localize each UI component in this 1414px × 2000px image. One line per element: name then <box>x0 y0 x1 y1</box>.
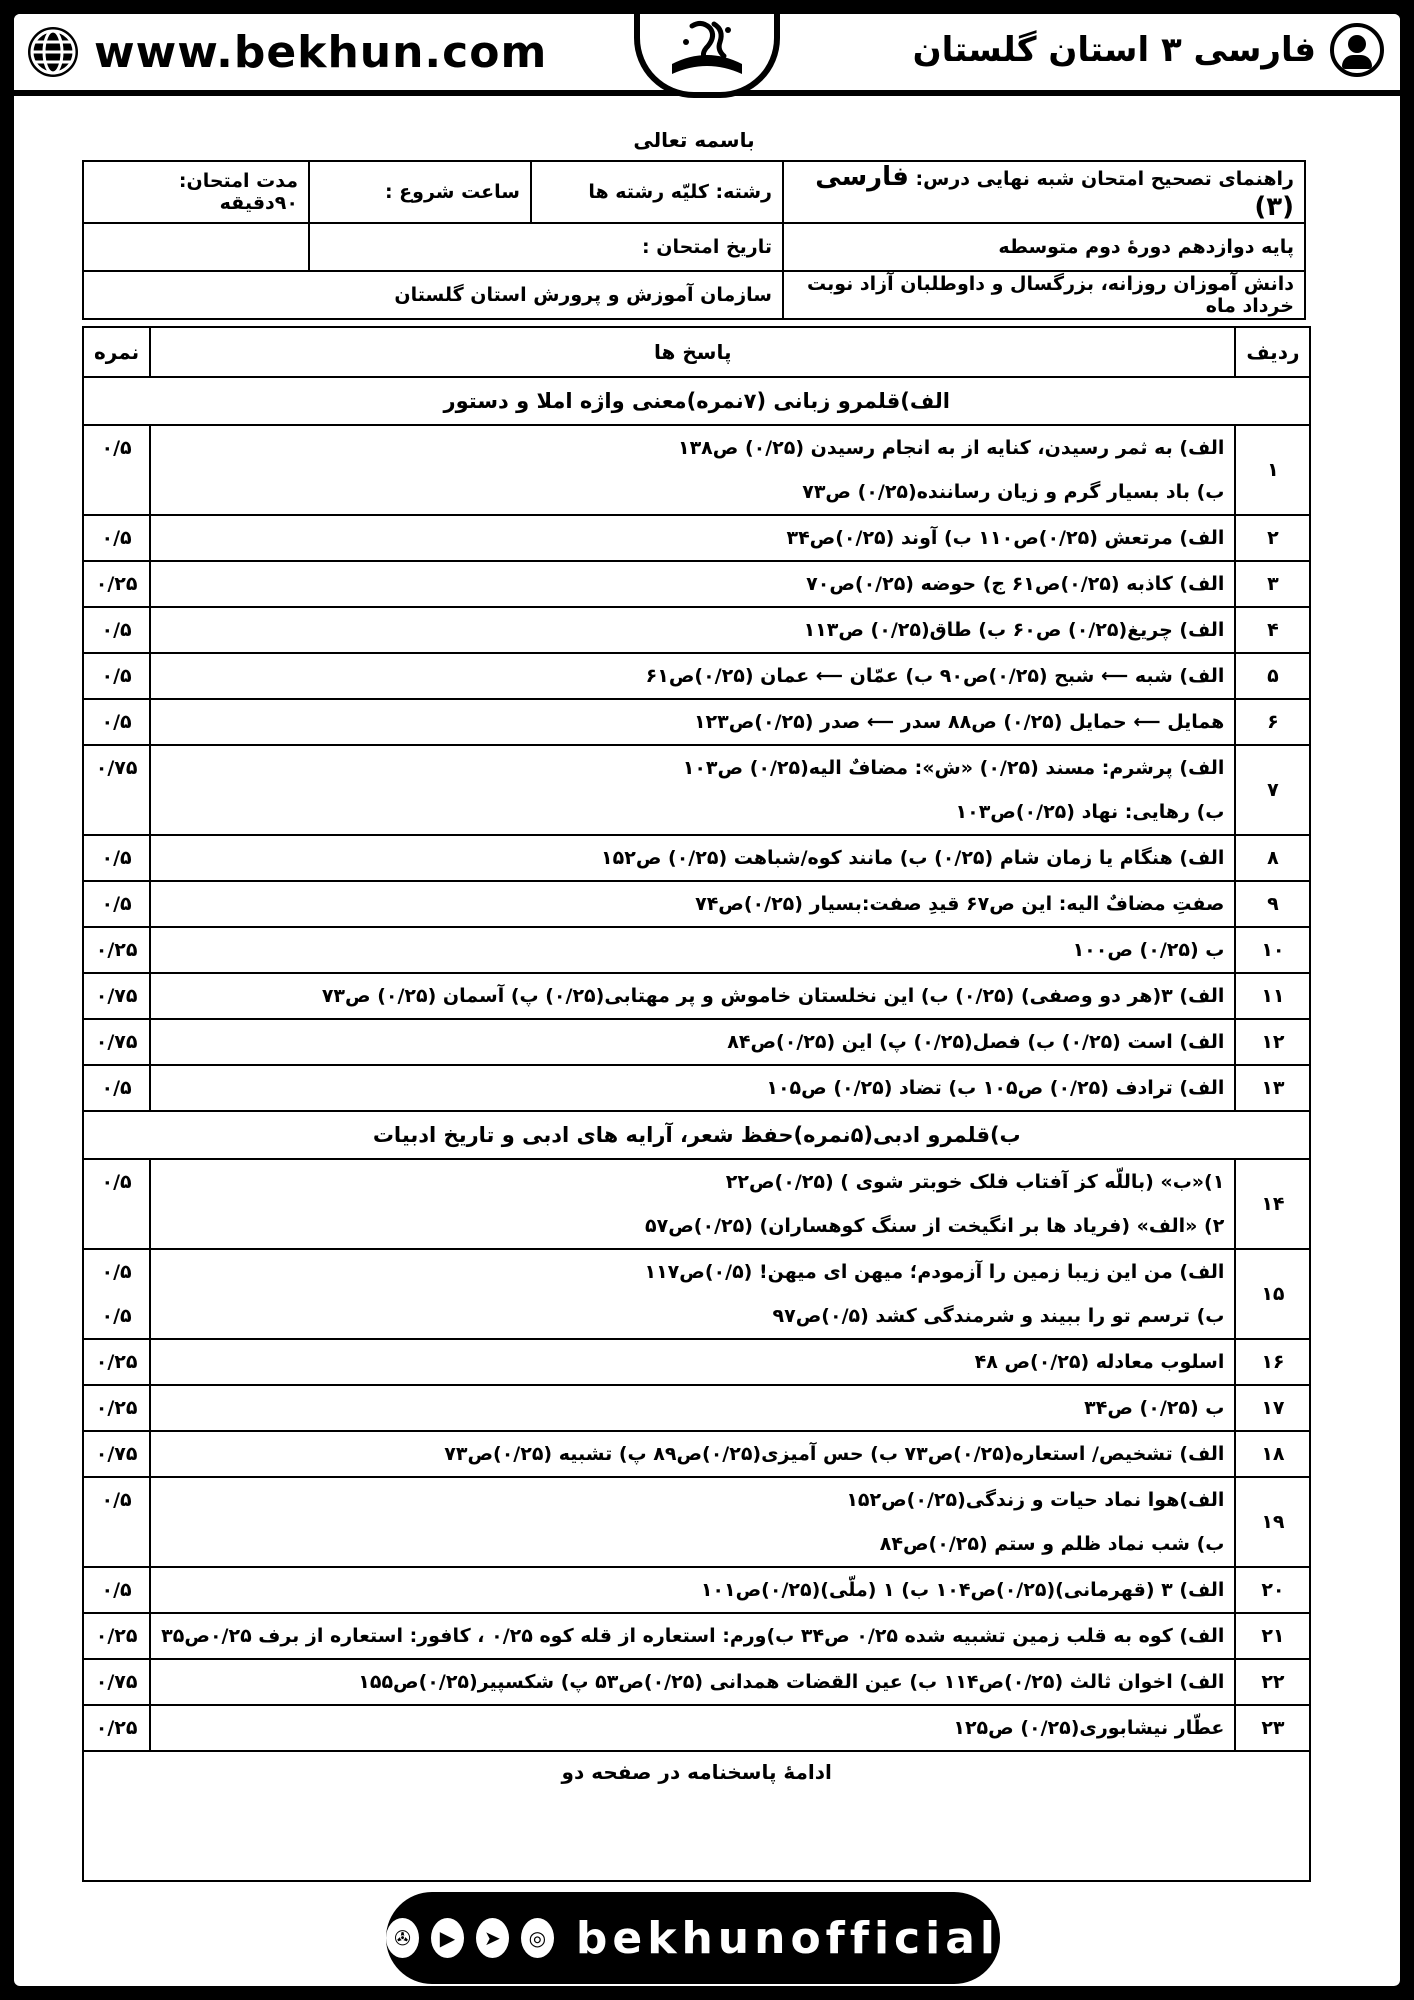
table-row <box>83 1613 1310 1659</box>
answers-table <box>82 326 1311 1882</box>
score-value: ۰/۵ <box>101 437 132 459</box>
answer-line: همایل ⟵ حمایل (۰/۲۵) ص۸۸ سدر ⟵ صدر (۰/۲۵)ص۱۲۳ <box>693 711 1225 733</box>
row-score <box>83 881 150 927</box>
book-logo-icon <box>662 16 752 86</box>
duration-cell: مدت امتحان: ۹۰دقیقه <box>83 161 309 223</box>
table-row <box>83 1385 1310 1431</box>
row-number: ۱۳ <box>1235 1065 1310 1111</box>
row-number: ۶ <box>1235 699 1310 745</box>
score-header: نمره <box>83 327 150 377</box>
table-row <box>83 881 1310 927</box>
answer-line: الف) به ثمر رسیدن، کنایه از به انجام رسیدن (۰/۲۵) ص۱۳۸ <box>677 437 1225 459</box>
answer-line: الف) کاذبه (۰/۲۵)ص۶۱ ج) حوضه (۰/۲۵)ص۷۰ <box>806 573 1225 595</box>
row-number: ۱ <box>1235 425 1310 515</box>
section-a-title: الف)قلمرو زبانی (۷نمره)معنی واژه املا و دستور <box>83 377 1310 425</box>
score-value: ۰/۵ <box>101 527 132 549</box>
bismillah: باسمه تعالی <box>633 128 755 152</box>
answer-line: ب (۰/۲۵) ص۳۴ <box>1084 1397 1225 1419</box>
film-icon[interactable]: ✇ <box>386 1918 419 1958</box>
row-number: ۱۰ <box>1235 927 1310 973</box>
table-row <box>83 607 1310 653</box>
score-value: ۰/۷۵ <box>95 985 138 1007</box>
answer-line: ۱)«ب» (باللّه کز آفتاب فلک خوبتر شوی ) (۰/۲۵)ص۲۲ <box>725 1171 1225 1193</box>
answer-line: الف) مرتعش (۰/۲۵)ص۱۱۰ ب) آوند (۰/۲۵)ص۳۴ <box>786 527 1225 549</box>
answer-line: ب) رهایی: نهاد (۰/۲۵)ص۱۰۳ <box>955 801 1225 823</box>
table-row <box>83 1159 1310 1249</box>
answer-cell <box>150 699 1235 745</box>
answer-line: الف) من این زیبا زمین را آزمودم؛ میهن ای میهن! (۰/۵)ص۱۱۷ <box>644 1261 1225 1283</box>
answer-cell <box>150 1019 1235 1065</box>
answer-line: الف) پرشرم: مسند (۰/۲۵) «ش»: مضافٌ الیه(۰/۲۵) ص۱۰۳ <box>682 757 1225 779</box>
row-score <box>83 1159 150 1249</box>
blank-cell <box>83 223 309 271</box>
answer-cell <box>150 1339 1235 1385</box>
profile-icon <box>1330 23 1384 77</box>
row-score <box>83 927 150 973</box>
table-row <box>83 515 1310 561</box>
org-cell: سازمان آموزش و پرورش استان گلستان <box>83 271 783 319</box>
table-row <box>83 745 1310 835</box>
row-score <box>83 1613 150 1659</box>
row-number: ۱۸ <box>1235 1431 1310 1477</box>
table-row <box>83 561 1310 607</box>
answer-cell <box>150 1065 1235 1111</box>
row-number: ۲ <box>1235 515 1310 561</box>
answer-cell <box>150 1477 1235 1567</box>
score-value: ۰/۲۵ <box>95 573 138 595</box>
answer-cell <box>150 1431 1235 1477</box>
answer-line: ب) باد بسیار گرم و زیان رساننده(۰/۲۵) ص۷۳ <box>802 481 1225 503</box>
row-number: ۹ <box>1235 881 1310 927</box>
score-value: ۰/۷۵ <box>95 757 138 779</box>
row-number: ۱۴ <box>1235 1159 1310 1249</box>
row-score <box>83 515 150 561</box>
answer-sheet <box>82 128 1306 1882</box>
course-name: فارسی (۳) <box>815 162 1294 222</box>
guide-label: راهنمای تصحیح امتحان شبه نهایی درس: <box>915 168 1294 190</box>
answer-line: اسلوب معادله (۰/۲۵)ص ۴۸ <box>974 1351 1225 1373</box>
row-score <box>83 1249 150 1339</box>
score-value: ۰/۵ <box>101 665 132 687</box>
answer-cell <box>150 1659 1235 1705</box>
answer-cell <box>150 973 1235 1019</box>
score-value: ۰/۵ <box>101 1077 132 1099</box>
answer-cell <box>150 515 1235 561</box>
table-row <box>83 835 1310 881</box>
answer-line: الف) ۳ (قهرمانی)(۰/۲۵)ص۱۰۴ ب) ۱ (ملّی)(۰/۲۵)ص۱۰۱ <box>700 1579 1225 1601</box>
answer-line: الف) ۳(هر دو وصفی) (۰/۲۵) ب) این نخلستان خاموش و پر مهتابی(۰/۲۵) پ) آسمان (۰/۲۵) ص۷۳ <box>321 985 1225 1007</box>
table-row <box>83 653 1310 699</box>
answer-cell <box>150 1249 1235 1339</box>
answer-cell <box>150 881 1235 927</box>
table-row <box>83 1065 1310 1111</box>
score-value: ۰/۵ <box>101 1305 132 1327</box>
instagram-icon[interactable]: ◎ <box>521 1918 554 1958</box>
row-score <box>83 1339 150 1385</box>
row-number: ۱۲ <box>1235 1019 1310 1065</box>
answer-line: الف) هنگام یا زمان شام (۰/۲۵) ب) مانند کوه/شباهت (۰/۲۵) ص۱۵۲ <box>601 847 1225 869</box>
answer-line: ب) شب نماد ظلم و ستم (۰/۲۵)ص۸۴ <box>879 1533 1225 1555</box>
answer-cell <box>150 745 1235 835</box>
score-value: ۰/۵ <box>101 1171 132 1193</box>
answer-line: الف) اخوان ثالث (۰/۲۵)ص۱۱۴ ب) عین القضات همدانی (۰/۲۵)ص۵۳ پ) شکسپیر(۰/۲۵)ص۱۵۵ <box>358 1671 1225 1693</box>
answer-line: الف) شبه ⟵ شبح (۰/۲۵)ص۹۰ ب) عمّان ⟵ عمان (۰/۲۵)ص۶۱ <box>645 665 1225 687</box>
grade-cell: پایه دوازدهم دورهٔ دوم متوسطه <box>783 223 1305 271</box>
row-number: ۱۵ <box>1235 1249 1310 1339</box>
score-value: ۰/۷۵ <box>95 1671 138 1693</box>
table-row <box>83 425 1310 515</box>
row-number: ۲۰ <box>1235 1567 1310 1613</box>
score-value: ۰/۵ <box>101 1579 132 1601</box>
answer-cell <box>150 1159 1235 1249</box>
row-score <box>83 1567 150 1613</box>
answer-cell <box>150 653 1235 699</box>
youtube-icon[interactable]: ▶ <box>431 1918 464 1958</box>
field-cell: رشته: کلیّه رشته ها <box>531 161 783 223</box>
answer-cell <box>150 561 1235 607</box>
website-link[interactable]: www.bekhun.com <box>94 26 548 78</box>
score-value: ۰/۲۵ <box>95 1351 138 1373</box>
table-row <box>83 1659 1310 1705</box>
score-value: ۰/۷۵ <box>95 1031 138 1053</box>
score-value: ۰/۵ <box>101 711 132 733</box>
answer-line: ب (۰/۲۵) ص۱۰۰ <box>1072 939 1225 961</box>
table-row <box>83 699 1310 745</box>
answers-header: پاسخ ها <box>150 327 1235 377</box>
row-score <box>83 607 150 653</box>
row-number: ۲۳ <box>1235 1705 1310 1751</box>
date-cell: تاریخ امتحان : <box>309 223 783 271</box>
exam-title: فارسی ۳ استان گلستان <box>912 30 1316 70</box>
row-score <box>83 1431 150 1477</box>
row-header: ردیف <box>1235 327 1310 377</box>
row-number: ۳ <box>1235 561 1310 607</box>
score-value: ۰/۵ <box>101 1261 132 1283</box>
score-value: ۰/۲۵ <box>95 1625 138 1647</box>
table-row <box>83 1567 1310 1613</box>
telegram-icon[interactable]: ➤ <box>476 1918 509 1958</box>
row-score <box>83 1065 150 1111</box>
row-number: ۱۶ <box>1235 1339 1310 1385</box>
row-score <box>83 1385 150 1431</box>
score-value: ۰/۵ <box>101 619 132 641</box>
table-row <box>83 1249 1310 1339</box>
row-number: ۱۷ <box>1235 1385 1310 1431</box>
score-value: ۰/۵ <box>101 847 132 869</box>
answer-line: الف) کوه به قلب زمین تشبیه شده ۰/۲۵ ص۳۴ ب)ورم: استعاره از قله کوه ۰/۲۵ ، کافور: استعاره از برف ۰/۲۵ص۳۵ <box>161 1625 1225 1647</box>
answer-line: الف) تشخیص/ استعاره(۰/۲۵)ص۷۳ ب) حس آمیزی(۰/۲۵)ص۸۹ پ) تشبیه (۰/۲۵)ص۷۳ <box>444 1443 1225 1465</box>
answer-cell <box>150 1567 1235 1613</box>
row-score <box>83 745 150 835</box>
answer-line: صفتِ مضافٌ الیه: این ص۶۷ قیدِ صفت:بسیار (۰/۲۵)ص۷۴ <box>695 893 1225 915</box>
answer-cell <box>150 927 1235 973</box>
social-footer <box>386 1892 1000 1984</box>
guide-cell <box>783 161 1305 223</box>
score-value: ۰/۵ <box>101 1489 132 1511</box>
answer-cell <box>150 1613 1235 1659</box>
score-value: ۰/۷۵ <box>95 1443 138 1465</box>
row-score <box>83 1705 150 1751</box>
row-number: ۲۲ <box>1235 1659 1310 1705</box>
row-number: ۱۱ <box>1235 973 1310 1019</box>
score-value: ۰/۲۵ <box>95 1397 138 1419</box>
answer-line: الف)هوا نماد حیات و زندگی(۰/۲۵)ص۱۵۲ <box>846 1489 1225 1511</box>
score-value: ۰/۵ <box>101 893 132 915</box>
row-number: ۵ <box>1235 653 1310 699</box>
exam-info-table <box>82 160 1306 320</box>
row-score <box>83 653 150 699</box>
row-number: ۲۱ <box>1235 1613 1310 1659</box>
table-row <box>83 1431 1310 1477</box>
table-row <box>83 1019 1310 1065</box>
row-score <box>83 973 150 1019</box>
answer-line: ۲) «الف» (فریاد ها بر انگیخت از سنگ کوهساران) (۰/۲۵)ص۵۷ <box>645 1215 1225 1237</box>
row-number: ۸ <box>1235 835 1310 881</box>
answer-cell <box>150 607 1235 653</box>
section-b-title: ب)قلمرو ادبی(۵نمره)حفظ شعر، آرایه های ادبی و تاریخ ادبیات <box>83 1111 1310 1159</box>
row-number: ۱۹ <box>1235 1477 1310 1567</box>
row-score <box>83 561 150 607</box>
row-score <box>83 425 150 515</box>
start-cell: ساعت شروع : <box>309 161 531 223</box>
table-row <box>83 1339 1310 1385</box>
row-score <box>83 1477 150 1567</box>
answer-cell <box>150 835 1235 881</box>
answer-cell <box>150 1705 1235 1751</box>
social-handle[interactable]: bekhunofficial <box>575 1912 1000 1964</box>
answer-line: الف) است (۰/۲۵) ب) فصل(۰/۲۵) پ) این (۰/۲۵)ص۸۴ <box>727 1031 1225 1053</box>
answer-line: عطّار نیشابوری(۰/۲۵) ص۱۲۵ <box>953 1717 1225 1739</box>
answer-cell <box>150 425 1235 515</box>
continue-note: ادامهٔ پاسخنامه در صفحه دو <box>83 1751 1310 1881</box>
answer-line: ب) ترسم تو را ببیند و شرمندگی کشد (۰/۵)ص۹۷ <box>772 1305 1225 1327</box>
answer-line: الف) چریغ(۰/۲۵) ص۶۰ ب) طاق(۰/۲۵) ص۱۱۳ <box>803 619 1225 641</box>
row-number: ۴ <box>1235 607 1310 653</box>
answer-cell <box>150 1385 1235 1431</box>
globe-icon <box>26 25 80 79</box>
score-value: ۰/۲۵ <box>95 1717 138 1739</box>
row-number: ۷ <box>1235 745 1310 835</box>
table-row <box>83 973 1310 1019</box>
answer-line: الف) ترادف (۰/۲۵) ص۱۰۵ ب) تضاد (۰/۲۵) ص۱۰۵ <box>766 1077 1225 1099</box>
table-row <box>83 1477 1310 1567</box>
row-score <box>83 699 150 745</box>
row-score <box>83 1019 150 1065</box>
score-value: ۰/۲۵ <box>95 939 138 961</box>
students-cell: دانش آموزان روزانه، بزرگسال و داوطلبان آزاد نوبت خرداد ماه <box>783 271 1305 319</box>
table-row <box>83 1705 1310 1751</box>
table-row <box>83 927 1310 973</box>
row-score <box>83 1659 150 1705</box>
row-score <box>83 835 150 881</box>
